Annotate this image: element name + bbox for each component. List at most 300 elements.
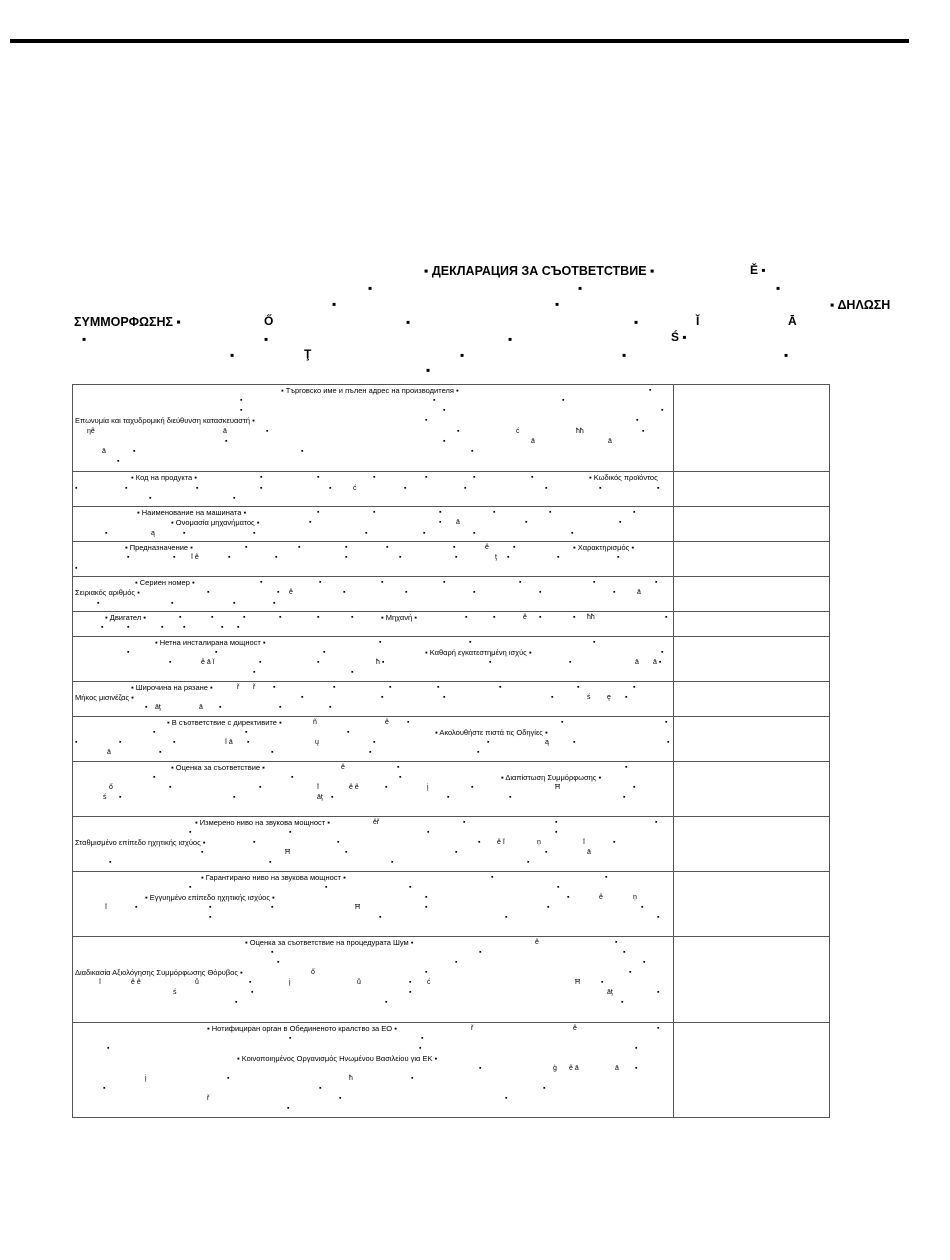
encoding-glyph: ▪	[423, 530, 426, 537]
table-row	[73, 576, 829, 612]
encoding-glyph: ā	[107, 749, 111, 756]
title-mark: ▪	[508, 332, 513, 346]
encoding-glyph: ▪	[555, 819, 558, 826]
encoding-glyph: ▪	[573, 614, 576, 621]
table-row	[73, 816, 829, 872]
encoding-glyph: ▪	[245, 544, 248, 551]
encoding-glyph: ▪	[289, 1035, 292, 1042]
title-mark: ▪	[784, 348, 789, 362]
encoding-glyph: ▪	[636, 417, 639, 424]
encoding-glyph: ▪	[345, 544, 348, 551]
encoding-glyph: ▪	[419, 1045, 422, 1052]
encoding-glyph: ▪	[525, 519, 528, 526]
encoding-glyph: ▪	[237, 624, 240, 631]
encoding-glyph: ▪	[642, 428, 645, 435]
encoding-glyph: ▪	[399, 554, 402, 561]
encoding-glyph: ▪	[667, 739, 670, 746]
encoding-glyph: ▪	[245, 729, 248, 736]
encoding-glyph: ▪	[539, 614, 542, 621]
encoding-glyph: Ħ	[575, 979, 581, 986]
encoding-glyph: ▪	[249, 979, 252, 986]
encoding-glyph: ▪	[665, 614, 668, 621]
encoding-glyph: ▪	[173, 739, 176, 746]
encoding-glyph: ▪	[455, 554, 458, 561]
encoding-glyph: ▪	[221, 624, 224, 631]
encoding-glyph: ▪	[125, 485, 128, 492]
encoding-glyph: ▪	[455, 849, 458, 856]
row-label-greek: Μήκος μισινέζας ▪	[75, 693, 134, 702]
encoding-glyph: ▪	[233, 794, 236, 801]
encoding-glyph: ▪	[97, 600, 100, 607]
encoding-glyph: ĭ ê	[191, 554, 199, 561]
encoding-glyph: ▪	[373, 739, 376, 746]
encoding-glyph: ą	[545, 739, 549, 746]
encoding-glyph: Ħ	[285, 849, 291, 856]
encoding-glyph: ▪	[133, 448, 136, 455]
encoding-glyph: ▪	[183, 530, 186, 537]
encoding-glyph: ▪	[240, 397, 243, 404]
encoding-glyph: ▪	[260, 474, 263, 481]
encoding-glyph: ▪	[379, 914, 382, 921]
encoding-glyph: ▪	[613, 839, 616, 846]
encoding-glyph: ▪	[329, 485, 332, 492]
encoding-glyph: ▪	[471, 448, 474, 455]
title-mark: ▪	[460, 348, 465, 362]
encoding-glyph: ▪	[273, 684, 276, 691]
encoding-glyph: ▪	[399, 774, 402, 781]
encoding-glyph: ▪	[491, 874, 494, 881]
encoding-glyph: ▪	[411, 1075, 414, 1082]
table-row	[73, 1022, 829, 1119]
title-greek-part-1: ▪ ΔΗΛΩΣΗ	[830, 298, 891, 312]
encoding-glyph: ▪	[369, 749, 372, 756]
encoding-glyph: ▪	[557, 884, 560, 891]
row-label-bulgarian: ▪ Нотифициран орган в Обединеното кралство за ЕО ▪	[207, 1024, 397, 1033]
encoding-glyph: ř	[253, 684, 256, 691]
encoding-glyph: ▪	[159, 749, 162, 756]
encoding-glyph: ▪	[557, 554, 560, 561]
encoding-glyph: ▪	[345, 849, 348, 856]
encoding-glyph: ▪	[109, 859, 112, 866]
encoding-glyph: ▪	[519, 579, 522, 586]
title-mark: Ĭ	[696, 314, 700, 328]
encoding-glyph: ▪	[117, 458, 120, 465]
encoding-glyph: ▪	[179, 614, 182, 621]
encoding-glyph: ĭ ā	[225, 739, 233, 746]
encoding-glyph: ā	[223, 428, 227, 435]
encoding-glyph: ħ	[349, 1075, 353, 1082]
encoding-glyph: ▪	[209, 904, 212, 911]
row-label-greek: Επωνυμία και ταχυδρομική διεύθυνση κατασκευαστή ▪	[75, 416, 255, 425]
encoding-glyph: ▪	[75, 485, 78, 492]
encoding-glyph: ▪	[219, 704, 222, 711]
encoding-glyph: ▪	[447, 794, 450, 801]
row-label-bulgarian: ▪ В съответствие с директивите ▪	[167, 718, 282, 727]
encoding-glyph: ▪	[509, 794, 512, 801]
encoding-glyph: ▪	[351, 614, 354, 621]
encoding-glyph: ▪	[279, 704, 282, 711]
row-label-bulgarian: ▪ Търговско име и пълен адрес на производителя ▪	[281, 386, 459, 395]
encoding-glyph: ć	[353, 485, 357, 492]
encoding-glyph: ▪	[309, 519, 312, 526]
encoding-glyph: ĭ	[99, 979, 101, 986]
encoding-glyph: ▪	[487, 739, 490, 746]
table-row	[73, 681, 829, 717]
encoding-glyph: ▪	[75, 739, 78, 746]
encoding-glyph: ▪	[457, 428, 460, 435]
encoding-glyph: ▪	[227, 1075, 230, 1082]
encoding-glyph: ▪	[319, 579, 322, 586]
row-label-greek: ▪ Ονομασία μηχανήματος ▪	[171, 518, 260, 527]
row-label-bulgarian: ▪ Наименование на машината ▪	[137, 508, 247, 517]
encoding-glyph: ▪	[225, 438, 228, 445]
encoding-glyph: ▪	[623, 949, 626, 956]
encoding-glyph: ▪	[493, 614, 496, 621]
encoding-glyph: ▪	[379, 639, 382, 646]
encoding-glyph: ▪	[633, 784, 636, 791]
encoding-glyph: ê	[289, 589, 293, 596]
encoding-glyph: ▪	[425, 969, 428, 976]
row-label-greek: ▪ Κωδικός προϊόντος	[589, 473, 658, 482]
encoding-glyph: ê	[599, 894, 603, 901]
encoding-glyph: ▪	[443, 407, 446, 414]
table-row	[73, 871, 829, 937]
encoding-glyph: ▪	[173, 554, 176, 561]
encoding-glyph: ▪	[405, 589, 408, 596]
encoding-glyph: ▪	[279, 614, 282, 621]
encoding-glyph: ▪	[301, 694, 304, 701]
encoding-glyph: ▪	[573, 739, 576, 746]
encoding-glyph: ▪	[119, 739, 122, 746]
encoding-glyph: ▪	[153, 729, 156, 736]
encoding-glyph: ▪	[253, 530, 256, 537]
encoding-glyph: ▪	[665, 719, 668, 726]
encoding-glyph: ▪	[201, 849, 204, 856]
encoding-glyph: ▪	[657, 1025, 660, 1032]
encoding-glyph: ▪	[505, 914, 508, 921]
encoding-glyph: ▪	[505, 1095, 508, 1102]
encoding-glyph: ▪	[386, 544, 389, 551]
table-row	[73, 471, 829, 507]
title-mark: ▪	[426, 363, 431, 377]
title-mark: Ě ▪	[750, 263, 766, 277]
encoding-glyph: ▪	[635, 1065, 638, 1072]
encoding-glyph: ▪	[437, 684, 440, 691]
encoding-glyph: ć	[516, 428, 520, 435]
encoding-glyph: ▪	[629, 969, 632, 976]
encoding-glyph: ▪	[233, 600, 236, 607]
encoding-glyph: ▪	[317, 614, 320, 621]
encoding-glyph: ▪	[545, 849, 548, 856]
encoding-glyph: ▪	[233, 495, 236, 502]
encoding-glyph: ő	[109, 784, 113, 791]
table-row	[73, 761, 829, 817]
encoding-glyph: ▪	[593, 579, 596, 586]
encoding-glyph: ê	[385, 719, 389, 726]
encoding-glyph: ▪	[439, 509, 442, 516]
encoding-glyph: ▪	[127, 554, 130, 561]
encoding-glyph: ▪	[183, 624, 186, 631]
encoding-glyph: ▪	[298, 544, 301, 551]
encoding-glyph: ñ	[313, 719, 317, 726]
encoding-glyph: ▪	[271, 749, 274, 756]
encoding-glyph: ▪	[385, 784, 388, 791]
top-rule	[10, 39, 909, 43]
encoding-glyph: ▪	[549, 509, 552, 516]
encoding-glyph: āţ	[317, 794, 323, 801]
encoding-glyph: ▪	[339, 1095, 342, 1102]
encoding-glyph: ▪	[527, 859, 530, 866]
encoding-glyph: ▪	[473, 589, 476, 596]
title-mark: ▪	[555, 297, 560, 311]
encoding-glyph: ▪	[271, 904, 274, 911]
encoding-glyph: ▪	[453, 544, 456, 551]
encoding-glyph: ▪	[617, 554, 620, 561]
encoding-glyph: ▪	[171, 600, 174, 607]
encoding-glyph: ▪	[235, 999, 238, 1006]
row-label-bulgarian: ▪ Двигател ▪	[105, 613, 146, 622]
encoding-glyph: ▪	[569, 659, 572, 666]
encoding-glyph: ▪	[127, 624, 130, 631]
encoding-glyph: ų	[315, 739, 319, 746]
row-label-greek: ▪ Καθαρή εγκατεστημένη ισχύς ▪	[425, 648, 532, 657]
row-label-bulgarian: ▪ Предназначение ▪	[125, 543, 193, 552]
encoding-glyph: ▪	[105, 530, 108, 537]
encoding-glyph: ś	[173, 989, 177, 996]
encoding-glyph: ▪	[635, 1045, 638, 1052]
encoding-glyph: ā	[608, 438, 612, 445]
encoding-glyph: ▪	[381, 694, 384, 701]
title-mark: ▪	[332, 297, 337, 311]
encoding-glyph: ê ĭ	[497, 839, 505, 846]
encoding-glyph: ▪	[240, 407, 243, 414]
row-label-bulgarian: ▪ Измерено ниво на звукова мощност ▪	[195, 818, 330, 827]
encoding-glyph: ĭ	[105, 904, 107, 911]
encoding-glyph: ▪	[373, 509, 376, 516]
encoding-glyph: ▪	[471, 784, 474, 791]
encoding-glyph: ▪	[228, 554, 231, 561]
row-label-bulgarian: ▪ Гарантирано ниво на звукова мощност ▪	[201, 873, 346, 882]
encoding-glyph: ▪	[75, 565, 78, 572]
encoding-glyph: ▪	[389, 684, 392, 691]
encoding-glyph: ā	[102, 448, 106, 455]
encoding-glyph: ▪	[421, 1035, 424, 1042]
encoding-glyph: ▪	[479, 949, 482, 956]
encoding-glyph: ▪	[407, 719, 410, 726]
encoding-glyph: ▪	[555, 829, 558, 836]
encoding-glyph: ▪	[601, 979, 604, 986]
encoding-glyph: ěř	[373, 819, 380, 826]
title-mark: ▪	[368, 281, 373, 295]
encoding-glyph: ▪	[507, 554, 510, 561]
encoding-glyph: ê	[485, 544, 489, 551]
encoding-glyph: ▪	[211, 614, 214, 621]
encoding-glyph: ê ê	[131, 979, 141, 986]
encoding-glyph: ▪	[427, 829, 430, 836]
encoding-glyph: ▪	[119, 794, 122, 801]
encoding-glyph: ▪	[473, 530, 476, 537]
encoding-glyph: ▪	[404, 485, 407, 492]
encoding-glyph: ▪	[562, 397, 565, 404]
table-row	[73, 636, 829, 682]
encoding-glyph: Ħ	[355, 904, 361, 911]
encoding-glyph: ▪	[273, 600, 276, 607]
encoding-glyph: ▪	[551, 694, 554, 701]
encoding-glyph: ▪	[135, 904, 138, 911]
encoding-glyph: ▪	[545, 485, 548, 492]
encoding-glyph: ▪	[385, 999, 388, 1006]
encoding-glyph: ▪	[463, 819, 466, 826]
row-label-greek: ▪ Χαρακτηρισμός ▪	[573, 543, 634, 552]
encoding-glyph: ▪	[260, 579, 263, 586]
encoding-glyph: ▪	[439, 519, 442, 526]
encoding-glyph: ▪	[325, 884, 328, 891]
title-mark: Ţ	[304, 347, 312, 361]
encoding-glyph: į	[289, 979, 291, 986]
encoding-glyph: ▪	[661, 407, 664, 414]
encoding-glyph: ▪	[409, 979, 412, 986]
title-mark: ▪	[82, 332, 87, 346]
encoding-glyph: ś	[103, 794, 107, 801]
encoding-glyph: ▪	[149, 495, 152, 502]
encoding-glyph: ▪	[287, 1105, 290, 1112]
encoding-glyph: ģ	[553, 1065, 557, 1072]
encoding-glyph: ▪	[409, 884, 412, 891]
encoding-glyph: į	[145, 1075, 147, 1082]
encoding-glyph: ř	[471, 1025, 474, 1032]
row-label-greek: Διαδικασία Αξιολόγησης Συμμόρφωσης Θόρυβος ▪	[75, 968, 243, 977]
encoding-glyph: ▪	[477, 749, 480, 756]
encoding-glyph: ▪	[259, 659, 262, 666]
encoding-glyph: ▪	[657, 989, 660, 996]
encoding-glyph: ā	[615, 1065, 619, 1072]
encoding-glyph: ů	[357, 979, 361, 986]
encoding-glyph: ř	[207, 1095, 210, 1102]
encoding-glyph: ů	[195, 979, 199, 986]
encoding-glyph: ▪	[625, 764, 628, 771]
encoding-glyph: ▪	[571, 530, 574, 537]
encoding-glyph: ▪	[615, 939, 618, 946]
encoding-glyph: ▪	[215, 649, 218, 656]
encoding-glyph: ▪	[103, 1085, 106, 1092]
encoding-glyph: ▪	[443, 694, 446, 701]
title-mark: ▪	[264, 332, 269, 346]
encoding-glyph: ▪	[623, 794, 626, 801]
encoding-glyph: ▪	[641, 904, 644, 911]
encoding-glyph: ĭ	[583, 839, 585, 846]
encoding-glyph: ▪	[577, 684, 580, 691]
encoding-glyph: ▪	[196, 485, 199, 492]
encoding-glyph: ▪	[207, 589, 210, 596]
encoding-glyph: ▪	[209, 914, 212, 921]
encoding-glyph: ▪	[365, 530, 368, 537]
encoding-glyph: ▪	[329, 704, 332, 711]
encoding-glyph: ▪	[301, 448, 304, 455]
encoding-glyph: ▪	[269, 859, 272, 866]
row-label-greek: ▪ Εγγυημένο επίπεδο ηχητικής ισχύος ▪	[145, 893, 275, 902]
encoding-glyph: ▪	[643, 959, 646, 966]
encoding-glyph: ▪	[169, 784, 172, 791]
table-row	[73, 541, 829, 577]
encoding-glyph: ā ▪	[653, 659, 662, 666]
title-mark: ▪	[230, 348, 235, 362]
encoding-glyph: ▪	[657, 914, 660, 921]
encoding-glyph: ▪	[443, 438, 446, 445]
row-label-greek: Σειριακός αριθμός ▪	[75, 588, 140, 597]
title-mark: ▪	[578, 281, 583, 295]
encoding-glyph: ĭ	[317, 784, 319, 791]
title-mark: ▪	[776, 281, 781, 295]
encoding-glyph: ▪	[619, 519, 622, 526]
encoding-glyph: ▪	[153, 774, 156, 781]
encoding-glyph: ▪	[260, 485, 263, 492]
title-mark: ▪	[622, 348, 627, 362]
encoding-glyph: ▪	[489, 659, 492, 666]
encoding-glyph: ▪	[251, 989, 254, 996]
encoding-glyph: ê	[573, 1025, 577, 1032]
encoding-glyph: ▪	[464, 485, 467, 492]
encoding-glyph: ▪	[291, 774, 294, 781]
encoding-glyph: ▪	[409, 989, 412, 996]
encoding-glyph: ħ ▪	[376, 659, 385, 666]
encoding-glyph: ▪	[539, 589, 542, 596]
encoding-glyph: ▪	[101, 624, 104, 631]
encoding-glyph: ▪	[425, 474, 428, 481]
encoding-glyph: ▪	[621, 999, 624, 1006]
encoding-glyph: ▪	[633, 509, 636, 516]
encoding-glyph: ▪	[561, 719, 564, 726]
encoding-glyph: ▪	[469, 639, 472, 646]
row-label-greek: ▪ Ακολουθήστε πιστά τις Οδηγίες ▪	[435, 728, 548, 737]
row-label-greek: ▪ Κοινοποιημένος Οργανισμός Ηνωμένου Βασιλείου για ΕΚ ▪	[237, 1054, 438, 1063]
row-label-greek: ▪ Διαπίστωση Συμμόρφωσης ▪	[501, 773, 602, 782]
encoding-glyph: ā	[199, 704, 203, 711]
row-label-bulgarian: ▪ Широчина на рязане ▪	[131, 683, 213, 692]
encoding-glyph: ā	[637, 589, 641, 596]
row-label-bulgarian: ▪ Оценка за съответствие на процедурата Шум ▪	[245, 938, 414, 947]
table-row	[73, 385, 829, 471]
encoding-glyph: ▪	[543, 1085, 546, 1092]
encoding-glyph: ā	[635, 659, 639, 666]
encoding-glyph: ▪	[253, 669, 256, 676]
encoding-glyph: ▪	[465, 614, 468, 621]
encoding-glyph: ▪	[613, 589, 616, 596]
encoding-glyph: ▪	[323, 649, 326, 656]
encoding-glyph: ▪	[661, 649, 664, 656]
encoding-glyph: ▪	[351, 669, 354, 676]
table-row	[73, 611, 829, 637]
encoding-glyph: ▪	[625, 694, 628, 701]
row-label-bulgarian: ▪ Код на продукта ▪	[131, 473, 197, 482]
encoding-glyph: ▪	[169, 659, 172, 666]
encoding-glyph: ê	[523, 614, 527, 621]
encoding-glyph: ▪	[345, 554, 348, 561]
table-row	[73, 506, 829, 542]
encoding-glyph: ▪	[513, 544, 516, 551]
encoding-glyph: ā	[456, 519, 460, 526]
encoding-glyph: ▪	[277, 589, 280, 596]
table-row	[73, 716, 829, 762]
row-label-bulgarian: ▪ Сериен номер ▪	[135, 578, 195, 587]
encoding-glyph: ê	[341, 764, 345, 771]
encoding-glyph: ▪	[247, 739, 250, 746]
encoding-glyph: ▪	[478, 839, 481, 846]
encoding-glyph: ħħ	[576, 428, 584, 435]
encoding-glyph: ▪	[593, 639, 596, 646]
encoding-glyph: ▪	[333, 684, 336, 691]
table-row	[73, 936, 829, 1023]
encoding-glyph: ▪	[259, 784, 262, 791]
